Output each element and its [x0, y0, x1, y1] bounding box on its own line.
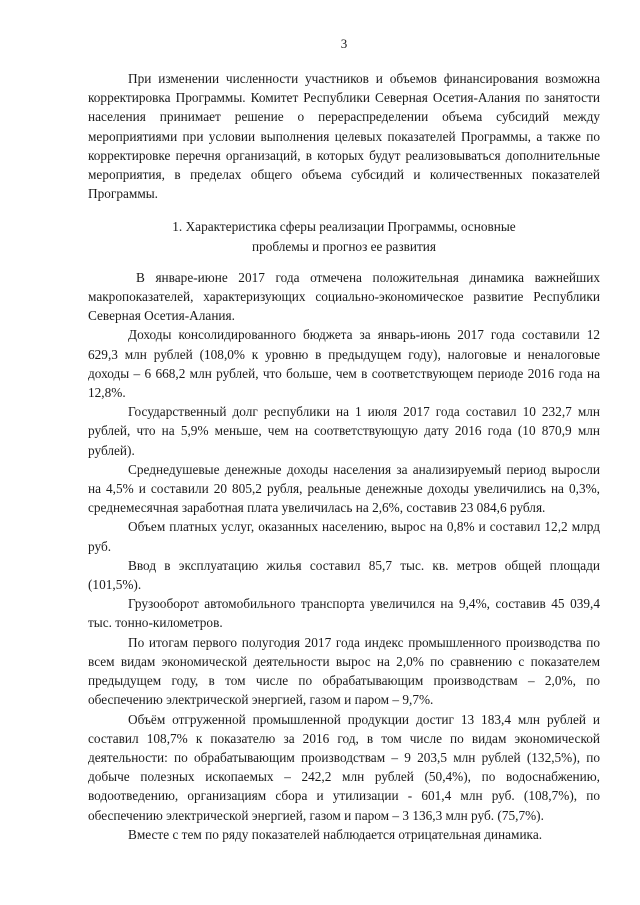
paragraph-budget-revenue: Доходы консолидированного бюджета за январь-июнь 2017 года составили 12 629,3 млн рублей (108,0% к уровню в предыдущем году), налоговые и неналоговые доходы – 6 668,2 млн рублей, что больше, чем в соответствующем периоде 2016 года на 12,8%.	[88, 327, 600, 401]
paragraph-freight: Грузооборот автомобильного транспорта увеличился на 9,4%, составив 45 039,4 тыс. тонно-километров.	[88, 596, 600, 631]
paragraph-macro-dynamics: В январе-июне 2017 года отмечена положительная динамика важнейших макропоказателей, характеризующих социально-экономическое развитие Республики Северная Осетия-Алания.	[88, 269, 600, 324]
section-heading	[88, 217, 600, 255]
section-heading-line-2: проблемы и прогноз ее развития	[251, 238, 437, 254]
intro-paragraph: При изменении численности участников и объемов финансирования возможна корректировка Программы. Комитет Республики Северная Осетия-Алания по занятости населения принимает решение о перераспределении объема субсидий между мероприятиями при условии выполнения целевых показателей Программы, а также по корректировке перечня организаций, в которых будут реализовываться дополнительные мероприятия, в пределах общего объема субсидий и количественных показателей Программы.	[88, 71, 600, 202]
paragraph-negative-dynamics: Вместе с тем по ряду показателей наблюдается отрицательная динамика.	[128, 826, 543, 842]
section-heading-line-1: 1. Характеристика сферы реализации Программы, основные	[172, 219, 516, 235]
paragraph-housing: Ввод в эксплуатацию жилья составил 85,7 тыс. кв. метров общей площади (101,5%).	[88, 557, 600, 593]
page-number: 3	[340, 36, 348, 51]
paragraph-industrial-index: По итогам первого полугодия 2017 года индекс промышленного производства по всем видам экономической деятельности вырос на 2,0% по сравнению с показателем предыдущем году, в том числе по обрабатывающим производствам – 2,0%, по обеспечению электрической энергией, газом и паром – 9,7%.	[88, 634, 600, 708]
paragraph-industrial-output: Объём отгруженной промышленной продукции достиг 13 183,4 млн рублей и составил 108,7% к показателю за 2016 год, в том числе по видам экономической деятельности: по обрабатывающим производствам – 9 203,5 млн рублей (132,5%), по добыче полезных ископаемых – 242,2 млн рублей (50,4%), по водоснабжению, водоотведению, организациям сбора и утилизации - 601,4 млн руб. (108,7%), по обеспечению электрической энергией, газом и паром – 3 136,3 млн руб. (75,7%).	[88, 711, 600, 823]
paragraph-income: Среднедушевые денежные доходы населения за анализируемый период выросли на 4,5% и составили 20 805,2 рубля, реальные денежные доходы увеличились на 0,3%, среднемесячная заработная плата увеличилась на 2,6%, составив 23 084,6 рубля.	[88, 461, 600, 516]
paragraph-paid-services: Объем платных услуг, оказанных населению, вырос на 0,8% и составил 12,2 млрд руб.	[88, 519, 600, 554]
paragraph-state-debt: Государственный долг республики на 1 июля 2017 года составил 10 232,7 млн рублей, что на 5,9% меньше, чем на соответствующую дату 2016 года (10 870,9 млн рублей).	[88, 404, 600, 458]
document-page	[88, 0, 600, 905]
document-body	[88, 69, 600, 844]
